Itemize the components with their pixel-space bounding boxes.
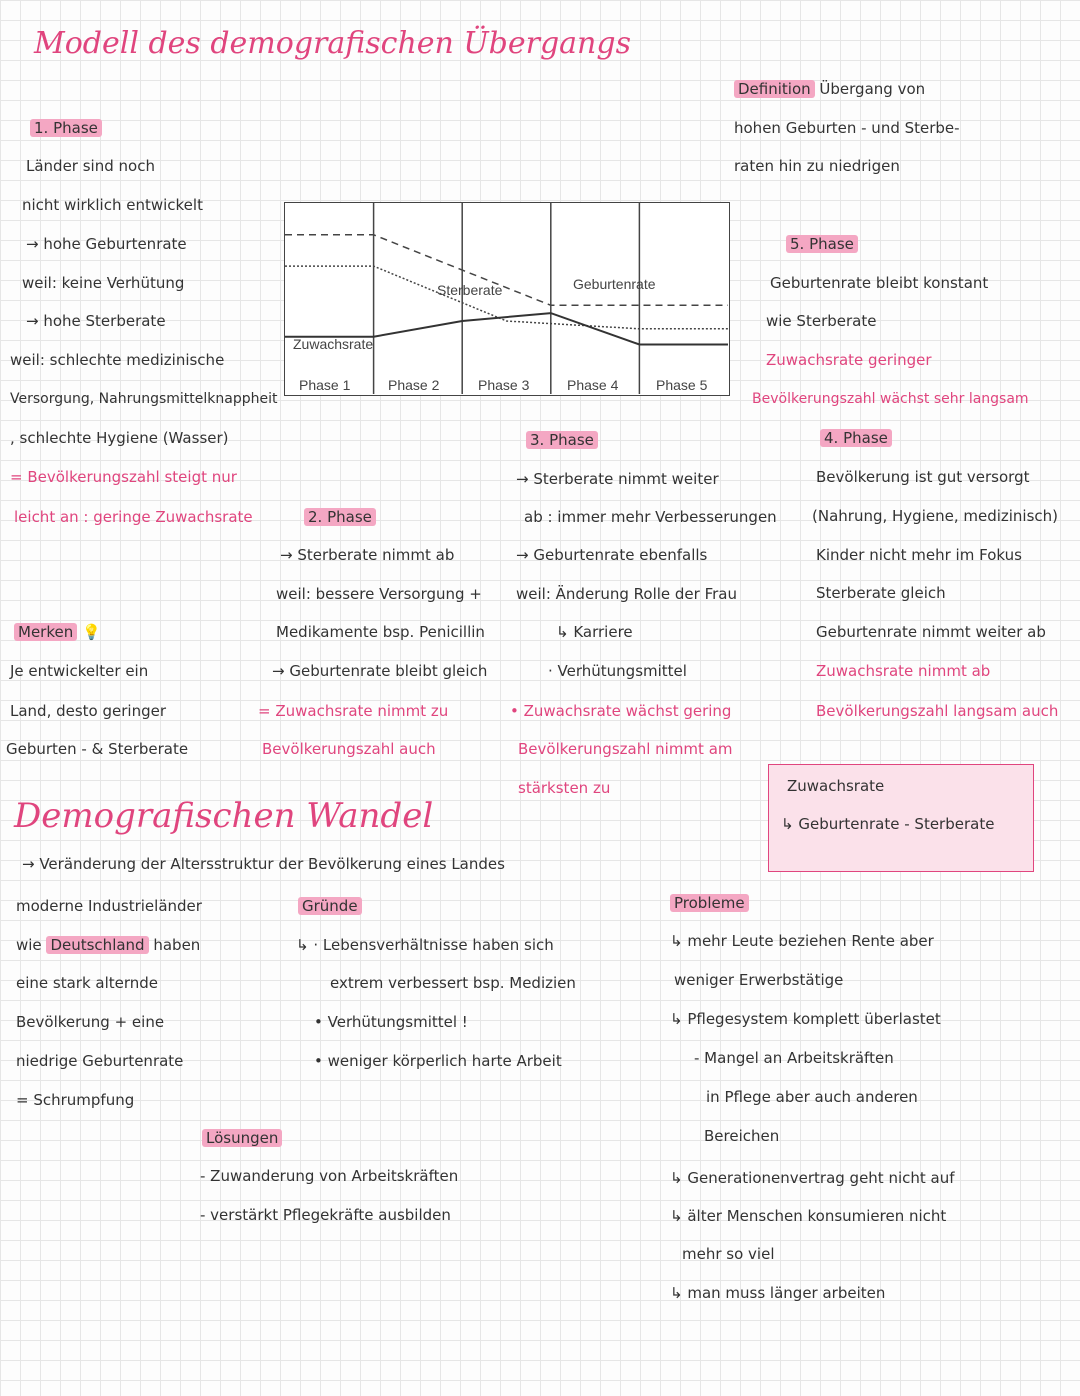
probleme-line: ↳ Generationenvertrag geht nicht auf (670, 1169, 955, 1187)
probleme-line: Bereichen (704, 1127, 780, 1145)
definition-line-3: raten hin zu niedrigen (734, 157, 900, 175)
chart-tick-label: Phase 3 (478, 377, 530, 393)
phase3-line: stärksten zu (518, 779, 611, 797)
merken-line: Geburten - & Sterberate (6, 740, 189, 758)
phase5-line: Zuwachsrate geringer (766, 351, 932, 369)
phase1-heading (30, 119, 102, 137)
phase1-line: , schlechte Hygiene (Wasser) (10, 429, 229, 447)
phase3-heading (526, 431, 598, 449)
phase2-line: Medikamente bsp. Penicillin (276, 623, 485, 641)
phase3-line: weil: Änderung Rolle der Frau (516, 585, 737, 603)
definition-line-1 (734, 80, 925, 98)
phase2-line: weil: bessere Versorgung + (276, 585, 482, 603)
transition-chart (284, 202, 730, 396)
phase1-line: leicht an : geringe Zuwachsrate (14, 508, 253, 526)
chart-svg (285, 203, 728, 394)
phase4-heading-label: 4. Phase (820, 429, 892, 447)
definition-text-1: Übergang von (819, 80, 926, 98)
phase4-line: Sterberate gleich (816, 584, 946, 602)
merken-heading (14, 623, 101, 641)
wandel-intro-highlight: Deutschland (46, 936, 148, 954)
chart-label-sterberate: Sterberate (437, 282, 503, 298)
wandel-intro-word: haben (153, 936, 201, 954)
chart-tick-label: Phase 2 (388, 377, 440, 393)
chart-label-zuwachsrate: Zuwachsrate (293, 336, 374, 352)
merken-line: Je entwickelter ein (10, 662, 149, 680)
probleme-heading-label: Probleme (670, 894, 749, 912)
phase1-line: nicht wirklich entwickelt (22, 196, 203, 214)
phase5-heading (786, 235, 858, 253)
phase3-line: Bevölkerungszahl nimmt am (518, 740, 733, 758)
phase2-line: Bevölkerungszahl auch (262, 740, 436, 758)
wandel-intro-word: wie (16, 936, 42, 954)
merken-heading-label: Merken (14, 623, 77, 641)
probleme-line: mehr so viel (682, 1245, 775, 1263)
phase3-line: → Sterberate nimmt weiter (516, 470, 719, 488)
phase1-line: weil: schlechte medizinische (10, 351, 225, 369)
chart-tick-label: Phase 5 (656, 377, 708, 393)
phase1-line: → hohe Sterberate (26, 312, 166, 330)
wandel-intro-line: Bevölkerung + eine (16, 1013, 165, 1031)
phase3-heading-label: 3. Phase (526, 431, 598, 449)
phase3-line: · Verhütungsmittel (548, 662, 687, 680)
phase4-line: Kinder nicht mehr im Fokus (816, 546, 1022, 564)
page-title: Modell des demografischen Übergangs (34, 26, 631, 61)
phase2-line: → Sterberate nimmt ab (280, 546, 455, 564)
definition-line-2: hohen Geburten - und Sterbe- (734, 119, 960, 137)
chart-series-geburtenrate (285, 235, 728, 305)
loesungen-heading-label: Lösungen (202, 1129, 282, 1147)
probleme-line: in Pflege aber auch anderen (706, 1088, 918, 1106)
probleme-line: ↳ älter Menschen konsumieren nicht (670, 1207, 947, 1225)
gruende-line: ↳ · Lebensverhältnisse haben sich (296, 936, 554, 954)
phase5-line: wie Sterberate (766, 312, 877, 330)
box-line-2: ↳ Geburtenrate - Sterberate (781, 815, 995, 833)
phase1-line: → hohe Geburtenrate (26, 235, 187, 253)
loesungen-line: - Zuwanderung von Arbeitskräften (200, 1167, 459, 1185)
probleme-line: weniger Erwerbstätige (674, 971, 844, 989)
probleme-line: ↳ Pflegesystem komplett überlastet (670, 1010, 941, 1028)
lightbulb-icon: 💡 (82, 623, 101, 641)
merken-line: Land, desto geringer (10, 702, 167, 720)
definition-label: Definition (734, 80, 815, 98)
phase4-line: Geburtenrate nimmt weiter ab (816, 623, 1046, 641)
phase1-line: Versorgung, Nahrungsmittelknappheit (10, 391, 278, 407)
phase3-line: • Zuwachsrate wächst gering (510, 702, 732, 720)
chart-series-sterberate (285, 266, 728, 329)
loesungen-heading (202, 1129, 282, 1147)
wandel-title: Demografischen Wandel (14, 796, 434, 836)
gruende-heading-label: Gründe (298, 897, 362, 915)
zuwachsrate-definition-box (768, 764, 1034, 872)
phase1-line: Länder sind noch (26, 157, 155, 175)
phase2-line: → Geburtenrate bleibt gleich (272, 662, 488, 680)
wandel-intro-line (16, 936, 200, 954)
phase5-line: Bevölkerungszahl wächst sehr langsam (752, 391, 1029, 407)
chart-tick-label: Phase 1 (299, 377, 351, 393)
phase1-heading-label: 1. Phase (30, 119, 102, 137)
phase4-heading (820, 429, 892, 447)
chart-label-geburtenrate: Geburtenrate (573, 276, 656, 292)
wandel-intro-line: niedrige Geburtenrate (16, 1052, 184, 1070)
phase4-line: Zuwachsrate nimmt ab (816, 662, 991, 680)
probleme-line: ↳ man muss länger arbeiten (670, 1284, 886, 1302)
gruende-line: • weniger körperlich harte Arbeit (314, 1052, 562, 1070)
gruende-line: extrem verbessert bsp. Medizien (330, 974, 576, 992)
phase2-heading-label: 2. Phase (304, 508, 376, 526)
phase4-line: (Nahrung, Hygiene, medizinisch) (812, 507, 1059, 525)
loesungen-line: - verstärkt Pflegekräfte ausbilden (200, 1206, 451, 1224)
phase5-line: Geburtenrate bleibt konstant (770, 274, 989, 292)
phase5-heading-label: 5. Phase (786, 235, 858, 253)
phase4-line: Bevölkerungszahl langsam auch (816, 702, 1059, 720)
probleme-heading (670, 894, 749, 912)
phase4-line: Bevölkerung ist gut versorgt (816, 468, 1030, 486)
chart-tick-label: Phase 4 (567, 377, 619, 393)
chart-grid (374, 203, 640, 394)
box-line-1: Zuwachsrate (787, 777, 885, 795)
wandel-intro-line: eine stark alternde (16, 974, 159, 992)
phase3-line: → Geburtenrate ebenfalls (516, 546, 708, 564)
phase1-line: weil: keine Verhütung (22, 274, 185, 292)
wandel-intro-line: moderne Industrieländer (16, 897, 202, 915)
phase3-line: ab : immer mehr Verbesserungen (524, 508, 777, 526)
wandel-intro-line: = Schrumpfung (16, 1091, 135, 1109)
phase2-heading (304, 508, 376, 526)
probleme-line: - Mangel an Arbeitskräften (694, 1049, 894, 1067)
phase1-line: = Bevölkerungszahl steigt nur (10, 468, 237, 486)
probleme-line: ↳ mehr Leute beziehen Rente aber (670, 932, 934, 950)
gruende-heading (298, 897, 362, 915)
phase2-line: = Zuwachsrate nimmt zu (258, 702, 449, 720)
wandel-subtitle: → Veränderung der Altersstruktur der Bevölkerung eines Landes (22, 855, 505, 873)
gruende-line: • Verhütungsmittel ! (314, 1013, 468, 1031)
phase3-line: ↳ Karriere (556, 623, 633, 641)
